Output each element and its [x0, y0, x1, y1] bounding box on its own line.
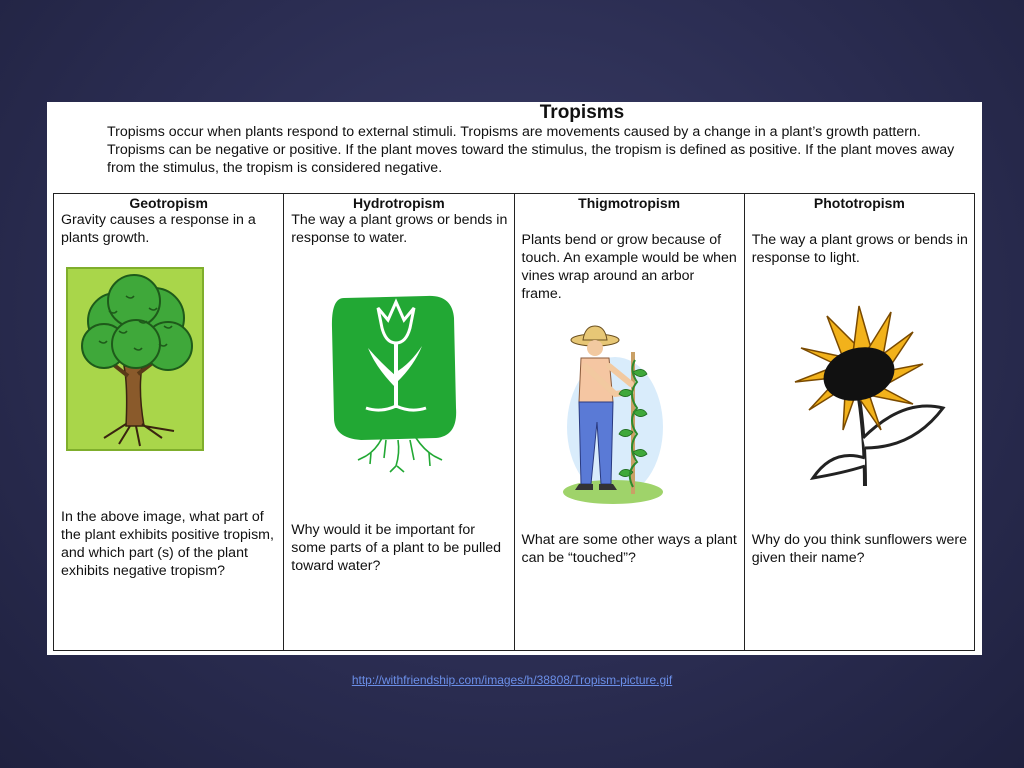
column-heading: Phototropism [813, 195, 905, 211]
column-question: In the above image, what part of the plant exhibits positive tropism, and which part (s) of the plant exhibits negative tropism? [61, 509, 274, 579]
worksheet-image [47, 102, 982, 655]
column-heading: Geotropism [129, 195, 208, 211]
column-question: What are some other ways a plant can be “touched”? [521, 532, 737, 566]
page-title: Tropisms [539, 102, 625, 123]
source-link[interactable]: http://withfriendship.com/images/h/38808/Tropism-picture.gif [351, 673, 673, 687]
intro-paragraph: Tropisms occur when plants respond to external stimuli. Tropisms are movements caused by a change in a plant’s growth pattern. Tropisms can be negative or positive. If the plant moves toward the stimulus, the tropism is defined as positive. If the plant moves away from the stimulus, the tropism is considered negative. [107, 124, 955, 176]
column-phototropism [745, 194, 974, 650]
column-description: Plants bend or grow because of touch. An example would be when vines wrap around an arbor frame. [521, 232, 737, 302]
column-heading: Hydrotropism [352, 195, 445, 211]
column-geotropism [54, 194, 284, 650]
column-description: The way a plant grows or bends in response to water. [291, 212, 508, 246]
column-description: Gravity causes a response in a plants growth. [61, 212, 256, 246]
column-description: The way a plant grows or bends in response to light. [751, 232, 968, 266]
tropism-table [53, 193, 975, 651]
gardener-vine-icon [555, 322, 673, 512]
column-hydrotropism [284, 194, 514, 650]
tulip-roots-icon [326, 288, 468, 478]
column-thigmotropism [515, 194, 745, 650]
column-question: Why would it be important for some parts of a plant to be pulled toward water? [291, 522, 502, 574]
sunflower-icon [773, 298, 953, 488]
tree-icon [64, 266, 206, 452]
column-question: Why do you think sunflowers were given their name? [751, 532, 968, 566]
column-heading: Thigmotropism [578, 195, 681, 211]
